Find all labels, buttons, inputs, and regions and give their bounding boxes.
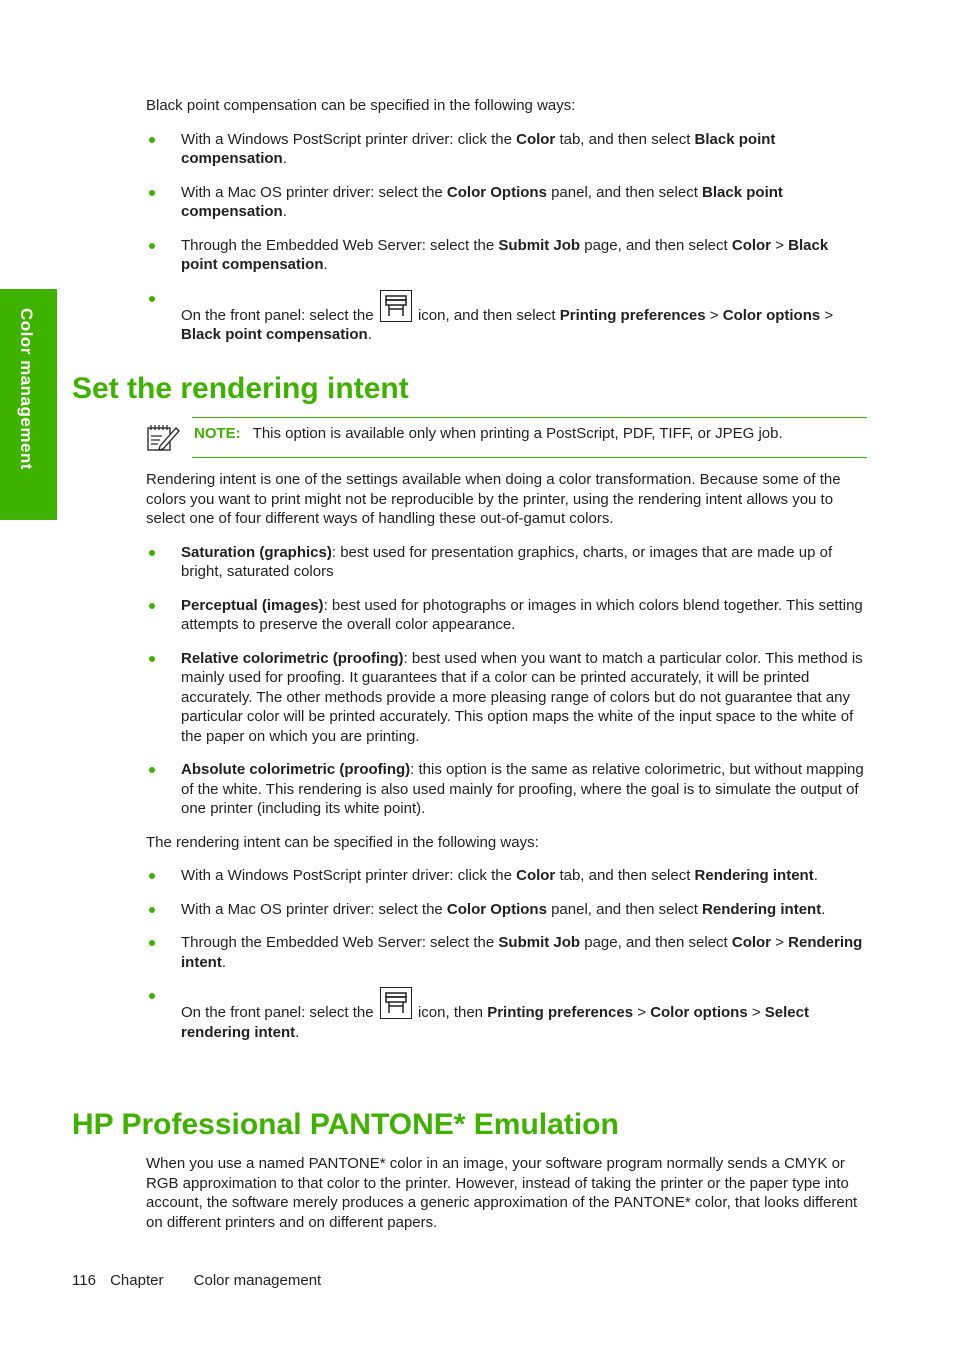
- page-number: 116: [72, 1272, 96, 1289]
- bpc-section: [146, 96, 867, 345]
- list-item: Through the Embedded Web Server: select the Submit Job page, and then select Color > Black point compensation.: [146, 236, 867, 275]
- bullet-icon: [149, 907, 155, 913]
- list-item: Perceptual (images): best used for photographs or images in which colors blend together. This setting attempts to preserve the overall color appearance.: [146, 596, 867, 635]
- bullet-icon: [149, 190, 155, 196]
- bullet-icon: [149, 993, 155, 999]
- bullet-icon: [149, 656, 155, 662]
- list-item: On the front panel: select the icon, then Printing preferences > Color options > Select rendering intent.: [146, 986, 867, 1042]
- list-item: With a Windows PostScript printer driver: click the Color tab, and then select Black point compensation.: [146, 130, 867, 169]
- heading-rule: [192, 417, 867, 418]
- bullet-icon: [149, 137, 155, 143]
- bullet-icon: [149, 550, 155, 556]
- rendering-options-list: [146, 543, 867, 819]
- bullet-icon: [149, 603, 155, 609]
- list-item: On the front panel: select the icon, and then select Printing preferences > Color options > Black point compensation.: [146, 289, 867, 345]
- bullet-icon: [149, 940, 155, 946]
- note-pencil-icon: [146, 422, 180, 452]
- pantone-para: When you use a named PANTONE* color in an image, your software program normally sends a CMYK or RGB approximation to that color to the printer. However, instead of taking the printer or the paper type into account, the software merely produces a generic approximation of the PANTONE* color, that looks different on different printers and on different papers.: [146, 1155, 858, 1231]
- rendering-intent-section: [146, 470, 867, 1042]
- bullet-icon: [149, 767, 155, 773]
- list-item: With a Windows PostScript printer driver: click the Color tab, and then select Rendering intent.: [146, 866, 867, 886]
- list-item: With a Mac OS printer driver: select the Color Options panel, and then select Rendering intent.: [146, 900, 867, 920]
- page-footer: [72, 1272, 331, 1289]
- rendering-intent-para: Rendering intent is one of the settings available when doing a color transformation. Because some of the colors you want to print might not be reproducible by the printer, using the rendering intent allows you to select one of four different ways of handling these out-of-gamut colors.: [146, 471, 841, 527]
- list-item: Relative colorimetric (proofing): best used when you want to match a particular color. This method is mainly used for proofing. It guarantees that if a color can be printed accurately, it will be printed accurately. The other methods provide a more pleasing range of colors but do not guarantee that any particular color will be printed accurately. This option maps the white of the input space to the white of the paper on which you are printing.: [146, 649, 867, 747]
- printer-panel-icon: [380, 290, 412, 322]
- chapter-side-tab-label: Color management: [17, 308, 36, 470]
- list-item: With a Mac OS printer driver: select the Color Options panel, and then select Black point compensation.: [146, 183, 867, 222]
- list-item: Saturation (graphics): best used for presentation graphics, charts, or images that are made up of bright, saturated colors: [146, 543, 867, 582]
- bullet-icon: [149, 873, 155, 879]
- bullet-icon: [149, 243, 155, 249]
- bpc-list: [146, 130, 867, 345]
- note-text: NOTE: This option is available only when printing a PostScript, PDF, TIFF, or JPEG job.: [194, 425, 783, 442]
- printer-panel-icon: [380, 987, 412, 1019]
- list-item: Absolute colorimetric (proofing): this option is the same as relative colorimetric, but without mapping of the white. This rendering is also used mainly for proofing, where the goal is to simulate the output of one printer (including its white point).: [146, 760, 867, 819]
- note-box: [146, 420, 867, 450]
- footer-title: Color management: [193, 1272, 322, 1289]
- pantone-section: [146, 1154, 867, 1232]
- note-label: NOTE:: [194, 425, 241, 442]
- bullet-icon: [149, 296, 155, 302]
- heading-rendering-intent: Set the rendering intent: [72, 372, 409, 405]
- bpc-intro: Black point compensation can be specified in the following ways:: [146, 97, 576, 114]
- rendering-intent-list: [146, 866, 867, 1042]
- rendering-intent-intro2: The rendering intent can be specified in the following ways:: [146, 833, 539, 851]
- footer-chapter: Chapter: [110, 1272, 164, 1289]
- note-rule: [192, 457, 867, 458]
- heading-pantone-emulation: HP Professional PANTONE* Emulation: [72, 1108, 619, 1141]
- list-item: Through the Embedded Web Server: select the Submit Job page, and then select Color > Rendering intent.: [146, 933, 867, 972]
